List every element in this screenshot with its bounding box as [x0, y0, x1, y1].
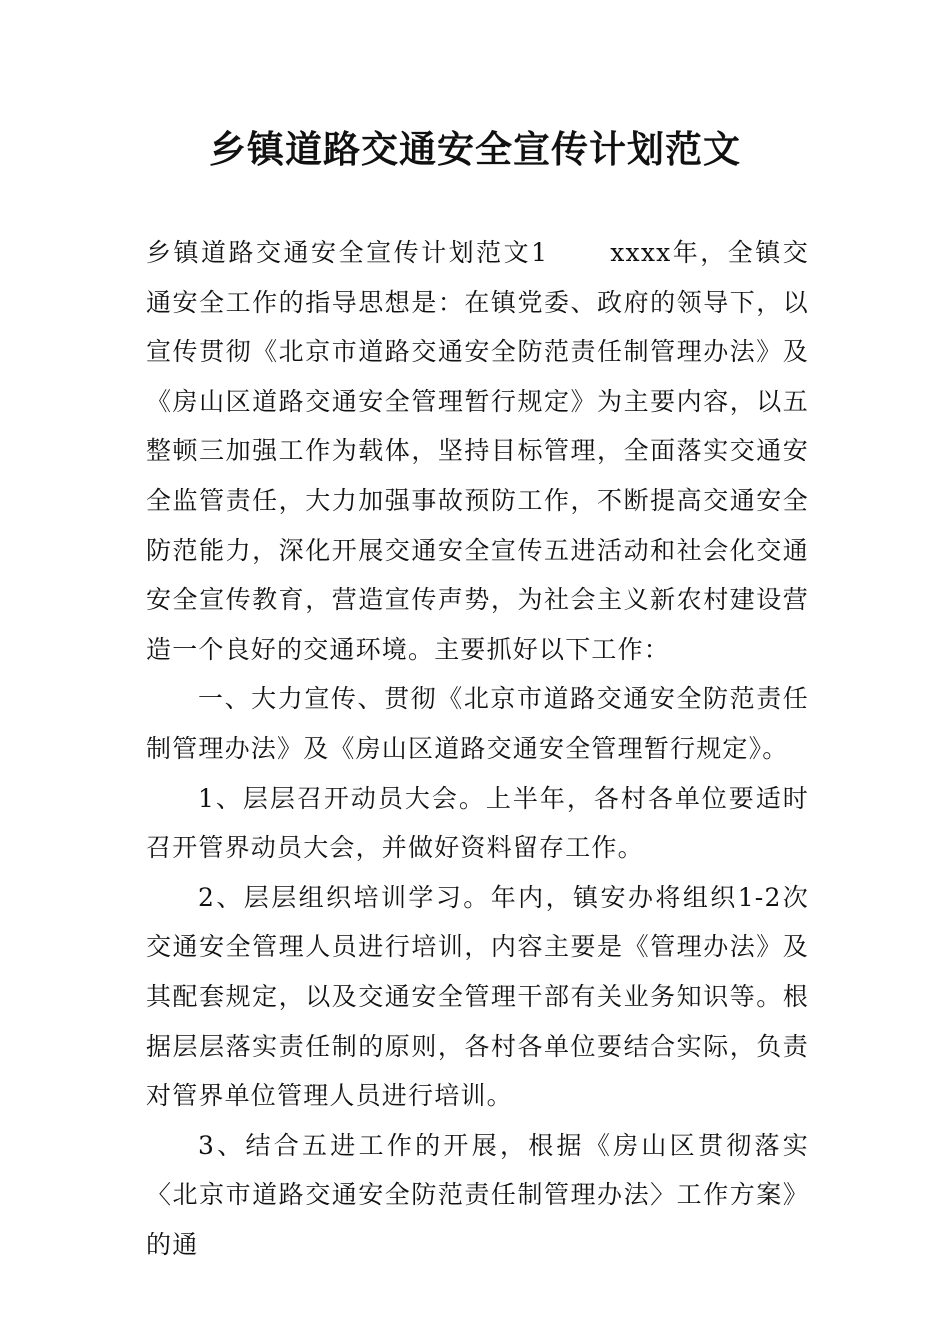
- paragraph-intro: [146, 228, 809, 674]
- paragraph-item-2: 2、层层组织培训学习。年内，镇安办将组织1-2次交通安全管理人员进行培训，内容主要是《管理办法》及其配套规定，以及交通安全管理干部有关业务知识等。根据层层落实责任制的原则，各村各单位要结合实际，负责对管界单位管理人员进行培训。: [146, 882, 809, 1111]
- document-title: 乡镇道路交通安全宣传计划范文: [209, 128, 741, 171]
- paragraph-text: xxxx年，全镇交通安全工作的指导思想是：在镇党委、政府的领导下，以宣传贯彻《北京市道路交通安全防范责任制管理办法》及《房山区道路交通安全管理暂行规定》为主要内容，以五整顿三加强工作为载体，坚持目标管理，全面落实交通安全监管责任，大力加强事故预防工作，不断提高交通安全防范能力，深化开展交通安全宣传五进活动和社会化交通安全宣传教育，营造宣传声势，为社会主义新农村建设营造一个良好的交通环境。主要抓好以下工作：: [146, 238, 809, 664]
- paragraph-item-3: 3、结合五进工作的开展，根据《房山区贯彻落实〈北京市道路交通安全防范责任制管理办法〉工作方案》的通: [146, 1130, 809, 1259]
- paragraph-section-1: 一、大力宣传、贯彻《北京市道路交通安全防范责任制管理办法》及《房山区道路交通安全管理暂行规定》。: [146, 684, 809, 763]
- paragraph-item-1: 1、层层召开动员大会。上半年，各村各单位要适时召开管界动员大会，并做好资料留存工作。: [146, 783, 809, 863]
- intro-heading: 乡镇道路交通安全宣传计划范文1: [146, 238, 549, 267]
- document-body: [146, 228, 809, 1269]
